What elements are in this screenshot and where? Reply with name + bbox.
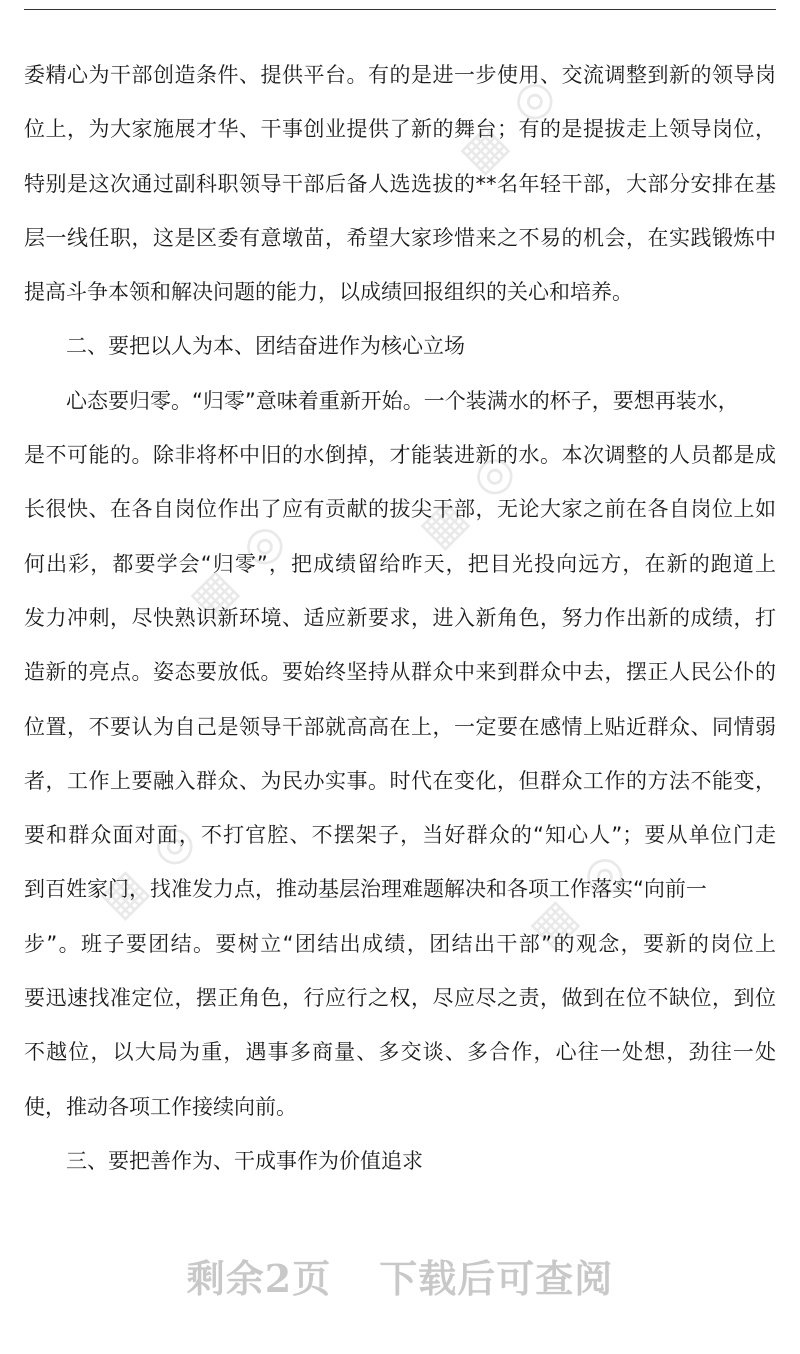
paragraph-line: 造新的亮点。姿态要放低。要始终坚持从群众中来到群众中去，摆正人民公仆的 <box>24 660 776 685</box>
paragraph-line: 者，工作上要融入群众、为民办实事。时代在变化，但群众工作的方法不能变， <box>24 768 776 793</box>
paragraph-line: 委精心为干部创造条件、提供平台。有的是进一步使用、交流调整到新的领导岗 <box>24 63 776 87</box>
paragraph-line: 使，推动各项工作接续向前。 <box>24 1094 297 1119</box>
paragraph-line: 要和群众面对面，不打官腔、不摆架子，当好群众的“知心人”；要从单位门走 <box>24 823 776 848</box>
watermark-logo: ▦ ◎ <box>88 806 210 928</box>
paragraph-line: 位上，为大家施展才华、干事创业提供了新的舞台；有的是提拔走上领导岗位， <box>24 117 776 142</box>
paragraph-line: 到百姓家门，找准发力点，推动基层治理难题解决和各项工作落实“向前一 <box>24 877 707 902</box>
header-rule <box>24 9 776 10</box>
watermark-logo: ▦ ◎ <box>448 61 570 183</box>
paragraph-line: 发力冲刺，尽快熟识新环境、适应新要求，进入新角色，努力作出新的成绩，打 <box>24 605 776 630</box>
section-heading-2: 二、要把以人为本、团结奋进作为核心立场 <box>66 334 465 359</box>
paragraph-line: 位置，不要认为自己是领导干部就高高在上，一定要在感情上贴近群众、同情弱 <box>24 714 776 739</box>
document-body <box>24 48 776 1188</box>
paragraph-line: 长很快、在各自岗位作出了应有贡献的拔尖干部，无论大家之前在各自岗位上如 <box>24 497 776 522</box>
section-heading-3: 三、要把善作为、干成事作为价值追求 <box>66 1148 423 1173</box>
paragraph-line: 是不可能的。除非将杯中旧的水倒掉，才能装进新的水。本次调整的人员都是成 <box>24 443 776 468</box>
paragraph-line: 心态要归零。“归零”意味着重新开始。一个装满水的杯子，要想再装水， <box>66 388 739 413</box>
download-to-view-label: 下载后可查阅 <box>379 1256 614 1301</box>
watermark-logo: ▦ ◎ <box>518 836 640 958</box>
paragraph-line: 要迅速找准定位，摆正角色，行应行之权，尽应尽之责，做到在位不缺位，到位 <box>24 986 776 1011</box>
watermark-logo: ▦ ◎ <box>178 506 300 628</box>
download-prompt[interactable] <box>0 1248 800 1303</box>
paragraph-line: 特别是这次通过副科职领导干部后备人选选拔的**名年轻干部，大部分安排在基 <box>24 171 776 196</box>
paragraph-line: 提高斗争本领和解决问题的能力，以成绩回报组织的关心和培养。 <box>24 280 633 305</box>
paragraph-line: 步”。班子要团结。要树立“团结出成绩，团结出干部”的观念，要新的岗位上 <box>24 931 776 956</box>
paragraph-line: 层一线任职，这是区委有意墩苗，希望大家珍惜来之不易的机会，在实践锻炼中 <box>24 225 776 250</box>
watermark-logo: ▦ ◎ <box>408 436 530 558</box>
remaining-pages-label: 剩余2页 <box>186 1256 332 1301</box>
paragraph-line: 不越位，以大局为重，遇事多商量、多交谈、多合作，心往一处想，劲往一处 <box>24 1040 776 1065</box>
paragraph-line: 何出彩，都要学会“归零”，把成绩留给昨天，把目光投向远方，在新的跑道上 <box>24 551 776 576</box>
